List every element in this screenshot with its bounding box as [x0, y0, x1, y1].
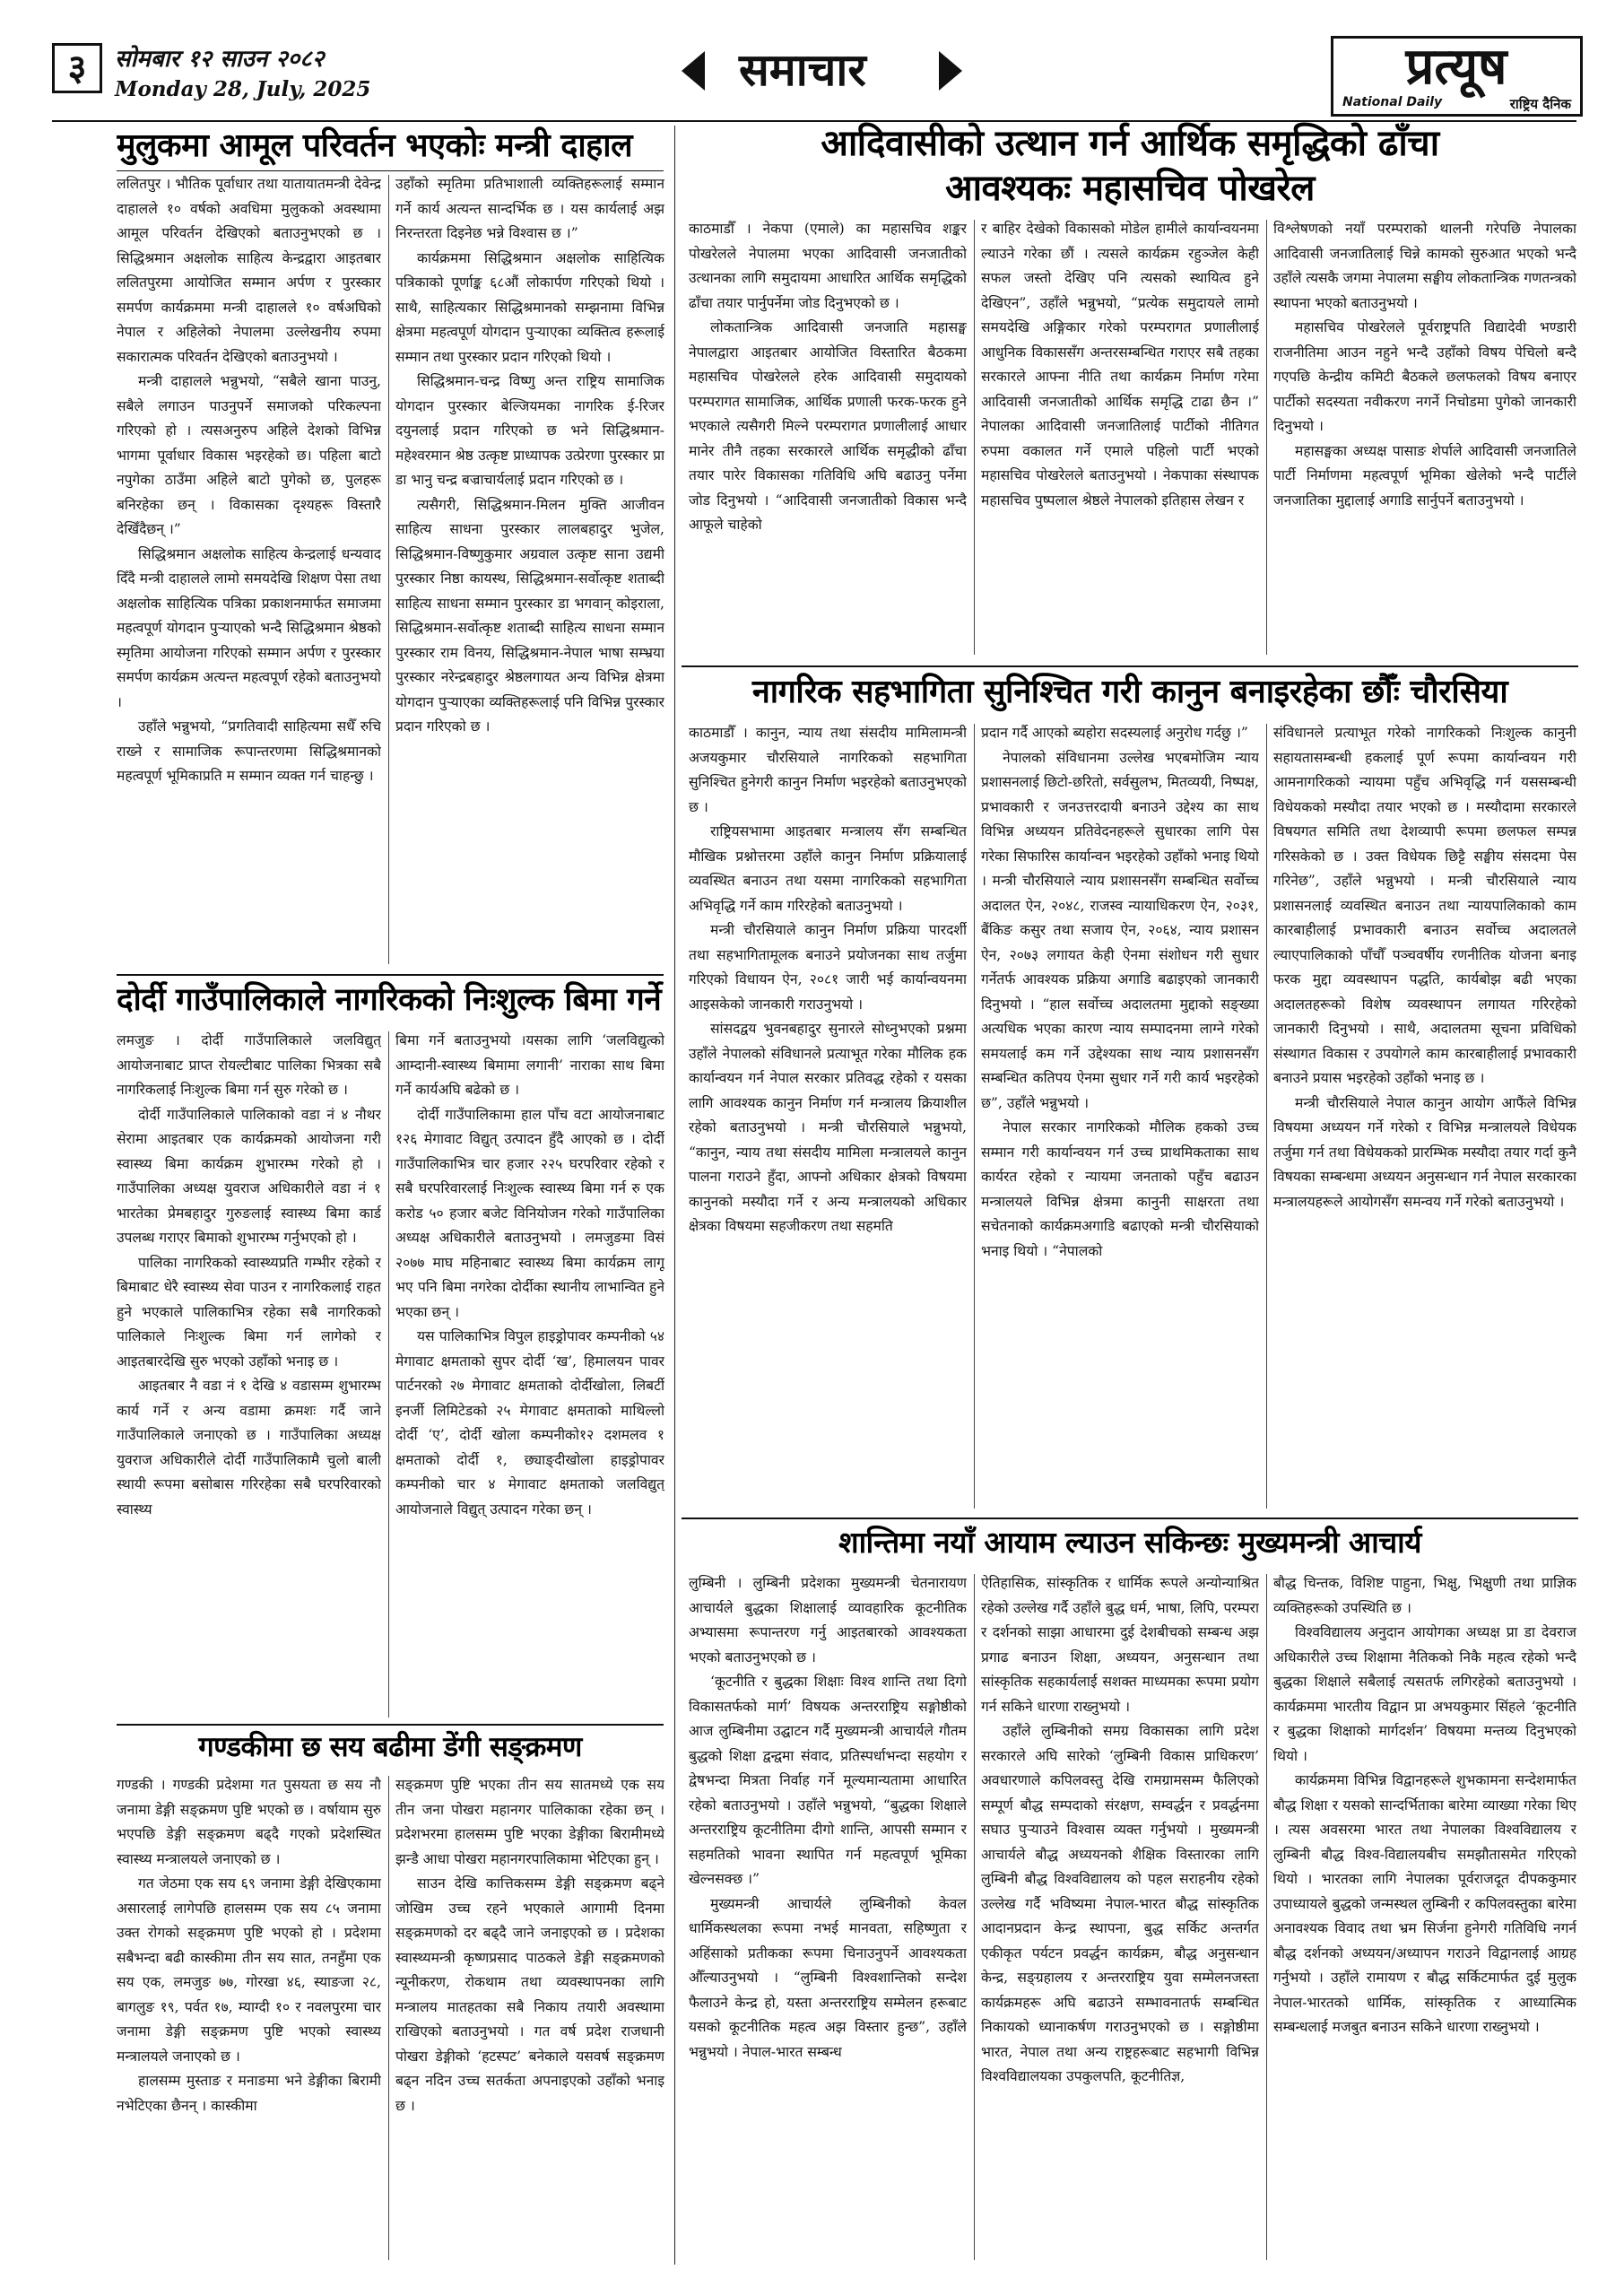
paragraph: मन्त्री चौरसियाले नेपाल कानुन आयोग आफैंले विभिन्न विषयमा अध्ययन गर्ने गरेको र विभिन्न मन्त्रालयले विधेयक तर्जुमा गर्न तथा विधेयकको प्रारम्भिक मस्यौदा तयार गर्दा कुनै विषयका सम्बन्धमा अध्ययन अनुसन्धान गर्न नेपाल सरकारका मन्त्रालयहरूले आयोगसँग समन्वय गर्ने गरेको बताउनुभयो ।	[1273, 1094, 1576, 1210]
paragraph: प्रदान गर्दै आएको ब्यहोरा सदस्यलाई अनुरोध गर्दछु ।”	[981, 725, 1248, 741]
article1-column-2	[395, 172, 664, 966]
column-divider	[388, 175, 389, 964]
paragraph: बौद्ध चिन्तक, विशिष्ट पाहुना, भिक्षु, भिक्षुणी तथा प्राज्ञिक व्यक्तिहरूको उपस्थिति छ ।	[1273, 1575, 1576, 1616]
column-divider	[974, 220, 975, 655]
article3-column-1	[117, 1773, 381, 2262]
paragraph: लमजुङ । दोर्दी गाउँपालिकाले जलविद्युत् आयोजनाबाट प्राप्त रोयल्टीबाट पालिका भित्रका सबै नागरिकलाई निःशुल्क बिमा गर्न सुरु गरेको छ ।	[117, 1032, 381, 1098]
arrow-left-icon	[682, 51, 705, 91]
article5-column-3	[1273, 721, 1576, 1510]
divider	[682, 1518, 1578, 1519]
column-divider	[1266, 220, 1267, 655]
paragraph: नेपालको संविधानमा उल्लेख भएबमोजिम न्याय प्रशासनलाई छिटो-छरितो, सर्वसुलभ, मितव्ययी, निष्पक्ष, प्रभावकारी र जनउत्तरदायी बनाउने उद्देश्य का साथ विभिन्न अध्ययन प्रतिवेदनहरूले सुधारका लागि पेस गरेका सिफारिस कार्यान्वन भइरहेको उहाँको भनाइ थियो । मन्त्री चौरसियाले न्याय प्रशासनसँग सम्बन्धित सर्वोच्च अदालत ऐन, २०४८, राजस्व न्यायाधिकरण ऐन, २०३१, बैंकिङ कसुर तथा सजाय ऐन, २०६४, न्याय प्रशासन ऐन, २०७३ लगायत केही ऐनमा संशोधन गरी सुधार गर्नेतर्फ आवश्यक प्रक्रिया अगाडि बढाइएको जानकारी दिनुभयो । “हाल सर्वोच्च अदालतमा मुद्दाको सङ्ख्या अत्यधिक भएका कारण न्याय सम्पादनमा लाग्ने गरेको समयलाई कम गर्ने उद्देश्यका साथ न्याय प्रशासनसँग सम्बन्धित कतिपय ऐनमा सुधार गर्ने गरी कार्य भइरहेको छ”, उहाँले भन्नुभयो ।	[981, 749, 1259, 1111]
paragraph: दोर्दी गाउँपालिकाले पालिकाको वडा नं ४ नौथर सेरामा आइतबार एक कार्यक्रमको आयोजना गरी स्वास्थ्य बिमा कार्यक्रम शुभारम्भ गरेको हो । गाउँपालिका अध्यक्ष युवराज अधिकारीले वडा नं १ भारतेका प्रेमबहादुर गुरुङलाई स्वास्थ्य बिमा कार्ड उपलब्ध गराएर बिमाको शुभारम्भ गर्नुभएको हो ।	[117, 1106, 381, 1246]
article1-column-1	[117, 172, 381, 966]
article4-headline-line1: आदिवासीको उत्थान गर्न आर्थिक समृद्धिको ढाँचा	[821, 123, 1439, 164]
paragraph: मन्त्री दाहालले भन्नुभयो, “सबैले खाना पाउनु, सबैले लगाउन पाउनुपर्ने समाजको परिकल्पना गरिएको हो । त्यसअनुरुप अहिले देशको विभिन्न भागमा पूर्वाधार विकास भइरहेको छ। पहिला बाटो नपुगेका ठाउँमा अहिले बाटो पुगेको छ, पुलहरू बनिरहेका छन् । विकासका दृश्यहरू विस्तारै देखिँदैछन् ।”	[117, 373, 381, 537]
paragraph: गण्डकी । गण्डकी प्रदेशमा गत पुसयता छ सय नौ जनामा डेङ्गी सङ्क्रमण पुष्टि भएको छ । वर्षायाम सुरु भएपछि डेङ्गी सङ्क्रमण बढ्दै गएको प्रदेशस्थित स्वास्थ्य मन्त्रालयले जनाएको छ ।	[117, 1777, 381, 1867]
paragraph: दोर्दी गाउँपालिकामा हाल पाँच वटा आयोजनाबाट १२६ मेगावाट विद्युत् उत्पादन हुँदै आएको छ । दोर्दी गाउँपालिकाभित्र चार हजार २२५ घरपरिवार रहेको र सबै घरपरिवारलाई निःशुल्क स्वास्थ्य बिमा गर्न रु एक करोड ५० हजार बजेट विनियोजन गरेको गाउँपालिका अध्यक्ष अधिकारीले बताउनुभयो । लमजुङमा विसं २०७७ माघ महिनाबाट स्वास्थ्य बिमा कार्यक्रम लागू भए पनि बिमा नगरेका दोर्दीका स्थानीय लाभान्वित हुने भएका छन् ।	[395, 1106, 664, 1320]
article3-column-2	[395, 1773, 664, 2262]
paragraph: सिद्धिश्रमान अक्षलोक साहित्य केन्द्रलाई धन्यवाद दिँदै मन्त्री दाहालले लामो समयदेखि शिक्षण पेसा तथा अक्षलोक साहित्यिक पत्रिका प्रकाशनमार्फत समाजमा महत्वपूर्ण योगदान पुऱ्याएको भन्दै सिद्धिश्रमान श्रेष्ठको स्मृतिमा आयोजना गरिएको सम्मान अर्पण र पुरस्कार समर्पण कार्यक्रम अत्यन्त महत्वपूर्ण रहेको बताउनुभयो ।	[117, 545, 381, 710]
arrow-right-icon	[939, 51, 962, 91]
paragraph: कार्यक्रममा सिद्धिश्रमान अक्षलोक साहित्यिक पत्रिकाको पूर्णाङ्क ६८औं लोकार्पण गरिएको थियो । साथै, साहित्यकार सिद्धिश्रमानको सम्झनामा विभिन्न क्षेत्रमा महत्वपूर्ण योगदान पुऱ्याएका व्यक्तित्व हरूलाई सम्मान तथा पुरस्कार प्रदान गरिएको थियो ।	[395, 249, 664, 365]
paragraph: विश्लेषणको नयाँ परम्पराको थालनी गरेपछि नेपालका आदिवासी जनजातिलाई चिन्ने कामको सुरुआत भएको भन्दै उहाँले त्यसकै जगमा नेपालमा सङ्घीय लोकतान्त्रिक गणतन्त्रको स्थापना भएको बताउनुभयो ।	[1273, 221, 1576, 311]
paragraph: ऐतिहासिक, सांस्कृतिक र धार्मिक रूपले अन्योन्याश्रित रहेको उल्लेख गर्दै उहाँले बुद्ध धर्म, भाषा, लिपि, परम्परा र दर्शनको साझा आधारमा दुई देशबीचको सम्बन्ध अझ प्रगाढ बनाउन शिक्षा, अध्ययन, अनुसन्धान तथा सांस्कृतिक सहकार्यलाई सशक्त माध्यमका रूपमा प्रयोग गर्न सकिने धारणा राख्नुभयो ।	[981, 1575, 1259, 1715]
article2-column-2	[395, 1029, 664, 1719]
article4-column-3	[1273, 217, 1576, 657]
divider	[117, 974, 664, 976]
logo-tag-en: National Daily	[1342, 95, 1443, 109]
article2-column-1	[117, 1029, 381, 1719]
page-number: ३	[52, 43, 102, 93]
article6-column-2	[981, 1571, 1259, 2262]
paragraph: काठमाडौँ । नेकपा (एमाले) का महासचिव शङ्कर पोखरेलले नेपालमा भएका आदिवासी जनजातीको उत्थानका लागि समुदायमा आधारित आर्थिक समृद्धिको ढाँचा तयार पार्नुपर्नेमा जोड दिनुभएको छ ।	[689, 221, 967, 311]
paragraph: नेपाल सरकार नागरिकको मौलिक हकको उच्च सम्मान गरी कार्यान्वयन गर्न उच्च प्राथमिकताका साथ कार्यरत रहेको र न्यायमा जनताको पहुँच बढाउन मन्त्रालयले विभिन्न क्षेत्रमा कानुनी साक्षरता तथा सचेतनाको कार्यक्रमअगाडि बढाएको मन्त्री चौरसियाको भनाइ थियो । “नेपालको	[981, 1119, 1259, 1259]
column-divider	[1266, 724, 1267, 1509]
paragraph: साउन देखि कात्तिकसम्म डेङ्गी सङ्क्रमण बढ्ने जोखिम उच्च रहने भएकाले आगामी दिनमा सङ्क्रमणको दर बढ्दै जाने जनाइएको छ । प्रदेशका स्वास्थ्यमन्त्री कृष्णप्रसाद पाठकले डेङ्गी सङ्क्रमणको न्यूनीकरण, रोकथाम तथा व्यवस्थापनका लागि मन्त्रालय मातहतका सबै निकाय तयारी अवस्थामा राखिएको बताउनुभयो । गत वर्ष प्रदेश राजधानी पोखरा डेङ्गीको ‘हटस्पट’ बनेकाले यसवर्ष सङ्क्रमण बढ्न नदिन उच्च सतर्कता अपनाइएको उहाँको भनाइ छ ।	[395, 1875, 664, 2114]
column-divider	[388, 1776, 389, 2260]
paragraph: राष्ट्रियसभामा आइतबार मन्त्रालय सँग सम्बन्धित मौखिक प्रश्नोत्तरमा उहाँले कानुन निर्माण प्रक्रियालाई व्यवस्थित बनाउन तथा यसमा नागरिकको सहभागिता अभिवृद्धि गर्ने काम गरिरहेको बताउनुभयो ।	[689, 823, 967, 914]
paragraph: र बाहिर देखेको विकासको मोडेल हामीले कार्यान्वयनमा ल्याउने गरेका छौं । त्यसले कार्यक्रम रहुञ्जेल केही सफल जस्तो देखिए पनि त्यसको स्थायित्व हुने देखिएन”, उहाँले भन्नुभयो, “प्रत्येक समुदायले लामो समयदेखि अङ्गिकार गरेको परम्परागत प्रणालीलाई आधुनिक विकाससँग अन्तरसम्बन्धित गराएर सबै तहका सरकारले आफ्ना नीति तथा कार्यक्रम निर्माण गरेमा आदिवासी जनजातीको आर्थिक समृद्धि टाढा छैन ।” नेपालका आदिवासी जनजातिलाई पार्टीको नीतिगत रुपमा वकालत गर्ने एमाले पहिलो पार्टी भएको महासचिव पोखरेलले बताउनुभयो । नेकपाका संस्थापक महासचिव पुष्पलाल श्रेष्ठले नेपालको इतिहास लेखन र	[981, 221, 1259, 509]
column-divider	[1266, 1574, 1267, 2260]
logo-tag-np: राष्ट्रिय दैनिक	[1509, 96, 1571, 112]
paragraph: ‘कूटनीति र बुद्धका शिक्षाः विश्व शान्ति तथा दिगो विकासतर्फको मार्ग’ विषयक अन्तरराष्ट्रिय सङ्गोष्ठीको आज लुम्बिनीमा उद्घाटन गर्दै मुख्यमन्त्री आचार्यले गौतम बुद्धको शिक्षा द्वन्द्वमा संवाद, प्रतिस्पर्धाभन्दा सहयोग र द्वेषभन्दा मित्रता निर्वाह गर्ने मूल्यमान्यतामा आधारित रहेको बताउनुभयो । उहाँले भन्नुभयो, “बुद्धका शिक्षाले अन्तरराष्ट्रिय कूटनीतिमा दीगो शान्ति, आपसी सम्मान र सहमतिको भावना स्थापित गर्न महत्वपूर्ण भूमिका खेल्नसक्छ ।”	[689, 1674, 967, 1887]
divider	[117, 170, 664, 171]
article6-column-3	[1273, 1571, 1576, 2262]
paragraph: बिमा गर्ने बताउनुभयो ।यसका लागि ‘जलविद्युत्को आम्दानी-स्वास्थ्य बिमामा लगानी’ नाराका साथ बिमा गर्ने कार्यअघि बढेको छ ।	[395, 1032, 664, 1098]
section-label: समाचार	[739, 43, 866, 96]
paragraph: यस पालिकाभित्र विपुल हाइड्रोपावर कम्पनीको ५४ मेगावाट क्षमताको सुपर दोर्दी ‘ख’, हिमालयन पावर पार्टनरको २७ मेगावाट क्षमताको दोर्दीखोला, लिबर्टी इनर्जी लिमिटेडको २५ मेगावाट क्षमताको माथिल्लो दोर्दी ‘ए’, दोर्दी खोला कम्पनीको१२ दशमलव १ क्षमताको दोर्दी १, छ्याङ्दीखोला हाइड्रोपावर कम्पनीको चार ४ मेगावाट क्षमताको जलविद्युत् आयोजनाले विद्युत् उत्पादन गरेका छन् ।	[395, 1328, 664, 1518]
article4-column-2	[981, 217, 1259, 657]
paragraph: लोकतान्त्रिक आदिवासी जनजाति महासङ्घ नेपालद्वारा आइतबार आयोजित विस्तारित बैठकमा महासचिव पोखरेलले हरेक आदिवासी समुदायको परम्परागत सामाजिक, आर्थिक प्रणाली फरक-फरक हुने भएकाले त्यसैगरी मिल्ने परम्परागत प्रणालीलाई आधार मानेर तीनै तहका सरकारले आर्थिक समृद्धीको ढाँचा तयार पारेर विकासका गतिविधि अघि बढाउनु पर्नेमा जोड दिनुभयो । “आदिवासी जनजातीको विकास भन्दै आफूले चाहेको	[689, 319, 967, 533]
paragraph: आइतबार नै वडा नं १ देखि ४ वडासम्म शुभारम्भ कार्य गर्ने र अन्य वडामा क्रमशः गर्दै जाने गाउँपालिकाले जनाएको छ । गाउँपालिका अध्यक्ष युवराज अधिकारीले दोर्दी गाउँपालिकामै चुलो बाली स्थायी रूपमा बसोबास गरिरहेका सबै घरपरिवारको स्वास्थ्य	[117, 1378, 381, 1518]
paragraph: ललितपुर । भौतिक पूर्वाधार तथा यातायातमन्त्री देवेन्द्र दाहालले १० वर्षको अवधिमा मुलुकको अवस्थामा आमूल परिवर्तन देखिएको बताउनुभएको छ । सिद्धिश्रमान अक्षलोक साहित्य केन्द्रद्वारा आइतबार ललितपुरमा आयोजित सम्मान अर्पण र पुरस्कार समर्पण कार्यक्रममा मन्त्री दाहालले १० वर्षअघिको नेपाल र अहिलेको नेपालमा उल्लेखनीय रुपमा सकारात्मक परिवर्तन देखिएको बताउनुभयो ।	[117, 176, 381, 365]
paragraph: संविधानले प्रत्याभूत गरेको नागरिकको निःशुल्क कानुनी सहायतासम्बन्धी हकलाई पूर्ण रूपमा कार्यान्वयन गरी आमनागरिकको न्यायमा पहुँच अभिवृद्धि गर्न यससम्बन्धी विधेयकको मस्यौदा तयार भएको छ । मस्यौदामा सरकारले विषयगत समिति तथा देशव्यापी रूपमा छलफल सम्पन्न गरिसकेको छ । उक्त विधेयक छिट्टै सङ्घीय संसदमा पेस गरिनेछ”, उहाँले भन्नुभयो । मन्त्री चौरसियाले न्याय प्रशासनलाई व्यवस्थित बनाउन तथा न्यायपालिकाको काम कारबाहीलाई प्रभावकारी बनाउन सर्वोच्च अदालतले ल्याएपालिकाको पाँचौँ पञ्चवर्षीय रणनीतिक योजना बनाइ फरक मुद्दा व्यवस्थापन पद्धति, कार्यबोझ बढी भएका अदालतहरूको विशेष व्यवस्थापन लगायत गरिरहेको जानकारी दिनुभयो । साथै, अदालतमा सूचना प्रविधिको संस्थागत विकास र उपयोगले काम कारबाहीलाई प्रभावकारी बनाउने प्रयास भइरहेको उहाँको भनाइ छ ।	[1273, 725, 1576, 1086]
article6-headline: शान्तिमा नयाँ आयाम ल्याउन सकिन्छः मुख्यमन्त्री आचार्य	[838, 1525, 1421, 1560]
article5-column-1	[689, 721, 967, 1510]
article5-column-2	[981, 721, 1259, 1510]
article6-column-1	[689, 1571, 967, 2262]
paragraph: हालसम्म मुस्ताङ र मनाङमा भने डेङ्गीका बिरामी नभेटिएका छैनन् । कास्कीमा	[117, 2073, 381, 2114]
paragraph: गत जेठमा एक सय ६९ जनामा डेङ्गी देखिएकामा असारलाई लागेपछि हालसम्म एक सय ८५ जनामा उक्त रोगको सङ्क्रमण पुष्टि भएको हो । प्रदेशमा सबैभन्दा बढी कास्कीमा तीन सय सात, तनहुँमा एक सय एक, लमजुङ ७७, गोरखा ४६, स्याङजा २८, बागलुङ १९, पर्वत १७, म्याग्दी १० र नवलपुरमा चार जनामा डेङ्गी सङ्क्रमण पुष्टि भएको स्वास्थ्य मन्त्रालयले जनाएको छ ।	[117, 1875, 381, 2065]
paragraph: महासङ्घका अध्यक्ष पासाङ शेर्पाले आदिवासी जनजातिले पार्टी निर्माणमा महत्वपूर्ण भूमिका खेलेको भन्दै पार्टीले जनजातिका मुद्दालाई अगाडि सार्नुपर्ने बताउनुभयो ।	[1273, 442, 1576, 509]
article4-headline-line2: आवश्यकः महासचिव पोखरेल	[945, 168, 1315, 209]
column-divider	[388, 1031, 389, 1718]
date-nepali: सोमबार १२ साउन २०८२	[115, 46, 325, 73]
paragraph: मुख्यमन्त्री आचार्यले लुम्बिनीको केवल धार्मिकस्थलका रूपमा नभई मानवता, सहिष्णुता र अहिंसाको प्रतीकका रूपमा चिनाउनुपर्ने आवश्यकता औँल्याउनुभयो । “लुम्बिनी विश्वशान्तिको सन्देश फैलाउने केन्द्र हो, यस्ता अन्तरराष्ट्रिय सम्मेलन हरूबाट यसको कूटनीतिक महत्व अझ विस्तार हुन्छ”, उहाँले भन्नुभयो । नेपाल-भारत सम्बन्ध	[689, 1895, 967, 2060]
divider	[117, 1724, 664, 1726]
paragraph: महासचिव पोखरेलले पूर्वराष्ट्रपति विद्यादेवी भण्डारी राजनीतिमा आउन नहुने भन्दै उहाँको विषय पेचिलो बन्दै गएपछि केन्द्रीय कमिटी बैठकले छलफलको विषय बनाएर पार्टीको सदस्यता नवीकरण नगर्ने निचोडमा पुगेको जानकारी दिनुभयो ।	[1273, 319, 1576, 434]
paragraph: उहाँले भन्नुभयो, “प्रगतिवादी साहित्यमा सधैँ रुचि राख्ने र सामाजिक रूपान्तरणमा सिद्धिश्रमानको महत्वपूर्ण भूमिकाप्रति म सम्मान व्यक्त गर्न चाहन्छु ।	[117, 718, 381, 784]
paragraph: काठमाडौँ । कानुन, न्याय तथा संसदीय मामिलामन्त्री अजयकुमार चौरसियाले नागरिकको सहभागिता सुनिश्चित हुनेगरी कानुन निर्माण भइरहेको बताउनुभएको छ ।	[689, 725, 967, 815]
paragraph: सांसदद्वय भुवनबहादुर सुनारले सोध्नुभएको प्रश्नमा उहाँले नेपालको संविधानले प्रत्याभूत गरेका मौलिक हक कार्यान्वयन गर्न नेपाल सरकार प्रतिवद्ध रहेको र यसका लागि आवश्यक कानुन निर्माण गर्न मन्त्रालय क्रियाशील रहेको बताउनुभयो । मन्त्री चौरसियाले भन्नुभयो, “कानुन, न्याय तथा संसदीय मामिला मन्त्रालयले कानुन पालना गराउने हुँदा, आफ्नो अधिकार क्षेत्रको विषयमा कानुनको मस्यौदा गर्ने र अन्य मन्त्रालयको अधिकार क्षेत्रका विषयमा सहजीकरण तथा सहमति	[689, 1021, 967, 1234]
masthead	[0, 0, 1624, 126]
paragraph: पालिका नागरिकको स्वास्थ्यप्रति गम्भीर रहेको र बिमाबाट धेरै स्वास्थ्य सेवा पाउन र नागरिकलाई राहत हुने भएकाले पालिकाभित्र रहेका सबै नागरिकको पालिकाले निःशुल्क बिमा गर्न लागेको र आइतबारदेखि सुरु भएको उहाँको भनाइ छ ।	[117, 1254, 381, 1370]
paragraph: त्यसैगरी, सिद्धिश्रमान-मिलन मुक्ति आजीवन साहित्य साधना पुरस्कार लालबहादुर भुजेल, सिद्धिश्रमान-विष्णुकुमार अग्रवाल उत्कृष्ट साना उद्यमी पुरस्कार निष्ठा कायस्थ, सिद्धिश्रमान-सर्वोत्कृष्ट शताब्दी साहित्य साधना सम्मान पुरस्कार डा भगवान् कोइराला, सिद्धिश्रमान-सर्वोत्कृष्ट शताब्दी साहित्य साधना सम्मान पुरस्कार राम विनय, सिद्धिश्रमान-नेपाल भाषा सम्भ्रया पुरस्कार नरेन्द्रबहादुर श्रेष्ठलगायत अन्य विभिन्न क्षेत्रमा योगदान पुऱ्याएका व्यक्तिहरूलाई पनि विभिन्न पुरस्कार प्रदान गरिएको छ ।	[395, 496, 664, 735]
article5-headline: नागरिक सहभागिता सुनिश्चित गरी कानुन बनाइरहेका छौँः चौरसिया	[751, 674, 1508, 710]
column-divider	[974, 724, 975, 1509]
section-divider	[674, 126, 675, 2265]
paragraph: विश्वविद्यालय अनुदान आयोगका अध्यक्ष प्रा डा देवराज अधिकारीले उच्च शिक्षामा नैतिकको निकै महत्व रहेको भन्दै बुद्धका शिक्षाले सबैलाई त्यसतर्फ लगिरहेको बताउनुभयो । कार्यक्रममा भारतीय विद्वान प्रा अभयकुमार सिंहले ‘कूटनीति र बुद्धका शिक्षाको मार्गदर्शन’ विषयमा मन्तव्य दिनुभएको थियो ।	[1273, 1624, 1576, 1764]
article4-column-1	[689, 217, 967, 657]
paragraph: सङ्क्रमण पुष्टि भएका तीन सय सातमध्ये एक सय तीन जना पोखरा महानगर पालिकाका रहेका छन् । प्रदेशभरमा हालसम्म पुष्टि भएका डेङ्गीका बिरामीमध्ये झन्डै आधा पोखरा महानगरपालिकामा भेटिएका हुन् ।	[395, 1777, 664, 1867]
date-english: Monday 28, July, 2025	[115, 77, 371, 101]
paragraph: उहाँको स्मृतिमा प्रतिभाशाली व्यक्तिहरूलाई सम्मान गर्ने कार्य अत्यन्त सान्दर्भिक छ । यस कार्यलाई अझ निरन्तरता दिइनेछ भन्ने विश्वास छ ।”	[395, 176, 664, 241]
article3-headline: गण्डकीमा छ सय बढीमा डेंगी सङ्क्रमण	[198, 1731, 582, 1763]
newspaper-logo	[1331, 36, 1583, 117]
paragraph: कार्यक्रममा विभिन्न विद्वानहरूले शुभकामना सन्देशमार्फत बौद्ध शिक्षा र यसको सान्दर्भिताका बारेमा व्याख्या गरेका थिए । त्यस अवसरमा भारत तथा नेपालका विश्वविद्यालय र लुम्बिनी बौद्ध विश्व-विद्यालयबीच समझौतासमेत गरिएको थियो । भारतका लागि नेपालका पूर्वराजदूत दीपककुमार उपाध्यायले बुद्धको जन्मस्थल लुम्बिनी र कपिलवस्तुका बारेमा अनावश्यक विवाद तथा भ्रम सिर्जना हुनेगरी गतिविधि नगर्न बौद्ध दर्शनको अध्ययन/अध्यापन गराउने विद्वानलाई आग्रह गर्नुभयो । उहाँले रामायण र बौद्ध सर्किटमार्फत दुई मुलुक नेपाल-भारतको धार्मिक, सांस्कृतिक र आध्यात्मिक सम्बन्धलाई मजबुत बनाउन सकिने धारणा राख्नुभयो ।	[1273, 1772, 1576, 2035]
paragraph: मन्त्री चौरसियाले कानुन निर्माण प्रक्रिया पारदर्शी तथा सहभागितामूलक बनाउने प्रयोजनका साथ तर्जुमा गरिएको विधायन ऐन, २०८१ जारी भई कार्यान्वयनमा आइसकेको जानकारी गराउनुभयो ।	[689, 922, 967, 1013]
divider	[682, 665, 1578, 667]
logo-text: प्रत्यूष	[1405, 37, 1507, 96]
article2-headline: दोर्दी गाउँपालिकाले नागरिकको निःशुल्क बिमा गर्ने	[117, 982, 662, 1018]
paragraph: लुम्बिनी । लुम्बिनी प्रदेशका मुख्यमन्त्री चेतनारायण आचार्यले बुद्धका शिक्षालाई व्यावहारिक कूटनीतिक अभ्यासमा रूपान्तरण गर्नु आइतबारको आवश्यकता भएको बताउनुभएको छ ।	[689, 1575, 967, 1665]
column-divider	[974, 1574, 975, 2260]
paragraph: उहाँले लुम्बिनीको समग्र विकासका लागि प्रदेश सरकारले अघि सारेको ‘लुम्बिनी विकास प्राधिकरण’ अवधारणाले कपिलवस्तु देखि रामग्रामसम्म फैलिएको सम्पूर्ण बौद्ध सम्पदाको संरक्षण, सम्वर्द्धन र प्रवर्द्धनमा सघाउ पुऱ्याउने विश्वास व्यक्त गर्नुभयो । मुख्यमन्त्री आचार्यले बौद्ध अध्ययनको शैक्षिक विस्तारका लागि लुम्बिनी बौद्ध विश्वविद्यालय को पहल सराहनीय रहेको उल्लेख गर्दै भविष्यमा नेपाल-भारत बौद्ध सांस्कृतिक आदानप्रदान केन्द्र स्थापना, बुद्ध सर्किट अन्तर्गत एकीकृत पर्यटन प्रवर्द्धन कार्यक्रम, बौद्ध अनुसन्धान केन्द्र, सङ्ग्रहालय र अन्तरराष्ट्रिय युवा सम्मेलनजस्ता कार्यक्रमहरू अघि बढाउने सम्भावनातर्फ सम्बन्धित निकायको ध्यानाकर्षण गराउनुभएको छ । सङ्गोष्ठीमा भारत, नेपाल तथा अन्य राष्ट्रहरूबाट सहभागी विभिन्न विश्वविद्यालयका उपकुलपति, कूटनीतिज्ञ,	[981, 1723, 1259, 2084]
paragraph: सिद्धिश्रमान-चन्द्र विष्णु अन्त राष्ट्रिय सामाजिक योगदान पुरस्कार बेल्जियमका नागरिक ई-रिजर दयुनलाई प्रदान गरिएको छ भने सिद्धिश्रमान-महेश्वरमान श्रेष्ठ उत्कृष्ट प्राध्यापक उत्प्रेरणा पुरस्कार प्रा डा भानु चन्द्र बज्राचार्यलाई प्रदान गरिएको छ ।	[395, 373, 664, 488]
article1-headline: मुलुकमा आमूल परिवर्तन भएकोः मन्त्री दाहाल	[117, 127, 633, 164]
